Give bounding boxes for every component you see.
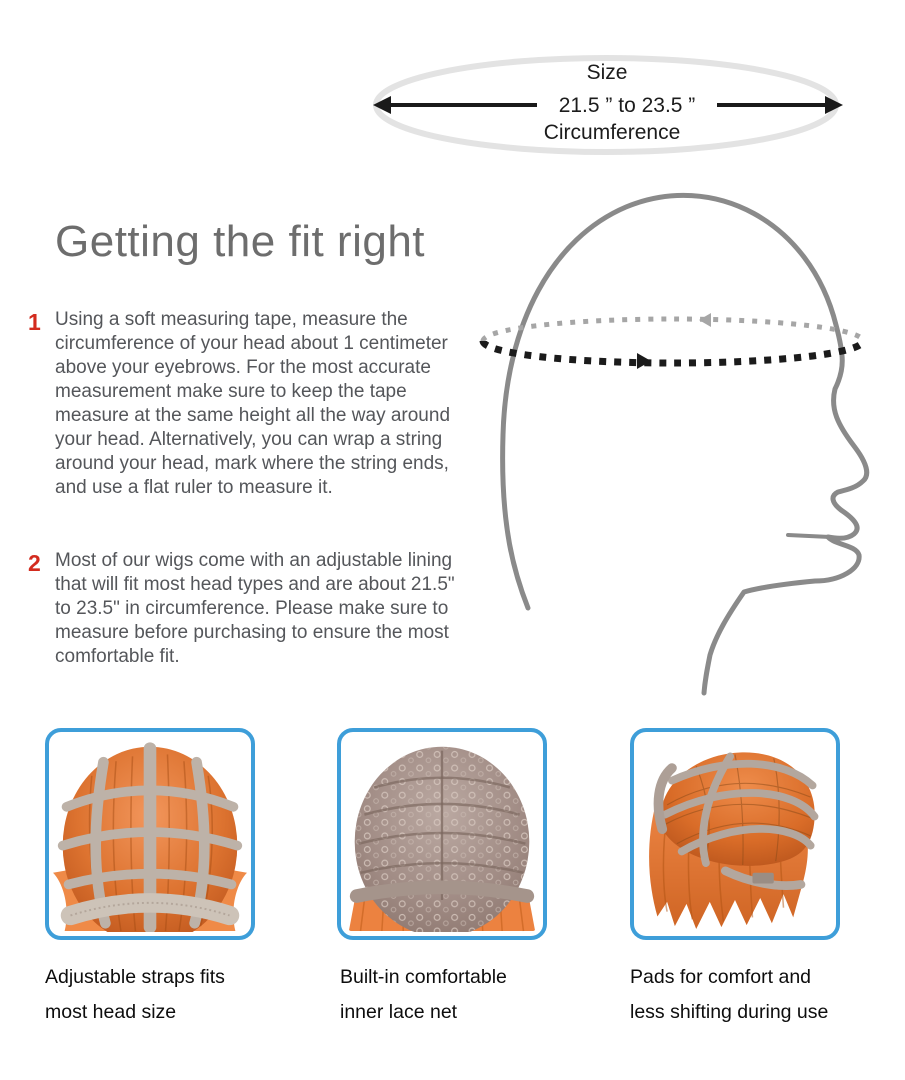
tape-ellipse-front xyxy=(483,341,863,363)
size-label: Size xyxy=(586,61,628,84)
feature-card-straps xyxy=(45,728,255,940)
wig-cap-top-view-straps-image xyxy=(53,736,247,932)
head-outline xyxy=(503,195,867,693)
feature-card-pads xyxy=(630,728,840,940)
mouth-line xyxy=(788,535,830,537)
caption-pads-line2: less shifting during use xyxy=(630,1001,829,1023)
circumference-label: Circumference xyxy=(543,121,681,144)
tape-ellipse-back xyxy=(483,319,863,341)
circumference-range-label: 21.5 ” to 23.5 ” xyxy=(558,94,696,117)
caption-pads xyxy=(630,960,900,1030)
step-1 xyxy=(28,308,468,500)
head-profile-diagram xyxy=(458,183,890,698)
step-2-text: Most of our wigs come with an adjustable lining that will fit most head types and are about 21.5" to 23.5" in circumference. Please make sure to measure before purchasing to ensure the most comfortable fit. xyxy=(55,550,455,667)
feature-card-lace-net xyxy=(337,728,547,940)
page-title: Getting the fit right xyxy=(55,217,426,266)
caption-straps-line1: Adjustable straps fits xyxy=(45,966,225,988)
wig-cap-inner-lace-net-image xyxy=(345,736,539,932)
step-2-number: 2 xyxy=(28,550,41,576)
caption-straps xyxy=(45,960,315,1030)
caption-pads-line1: Pads for comfort and xyxy=(630,966,812,988)
tape-arrow-left-icon xyxy=(699,313,711,327)
tape-arrow-right-icon xyxy=(637,353,651,369)
caption-lace-net-line2: inner lace net xyxy=(340,1001,458,1023)
caption-lace-net xyxy=(340,960,610,1030)
step-1-text: Using a soft measuring tape, measure the circumference of your head about 1 centimeter above your eyebrows. For the most accurate measurement make sure to keep the tape measure at the same height all the way around your head. Alternatively, you can wrap a string around your head, mark where the string ends, and use a flat ruler to measure it. xyxy=(55,309,451,498)
step-1-number: 1 xyxy=(28,309,41,335)
size-circumference-diagram xyxy=(365,46,851,164)
wig-cap-side-view-pads-image xyxy=(638,736,832,932)
step-2 xyxy=(28,549,468,669)
caption-lace-net-line1: Built-in comfortable xyxy=(340,966,507,988)
caption-straps-line2: most head size xyxy=(45,1001,177,1023)
